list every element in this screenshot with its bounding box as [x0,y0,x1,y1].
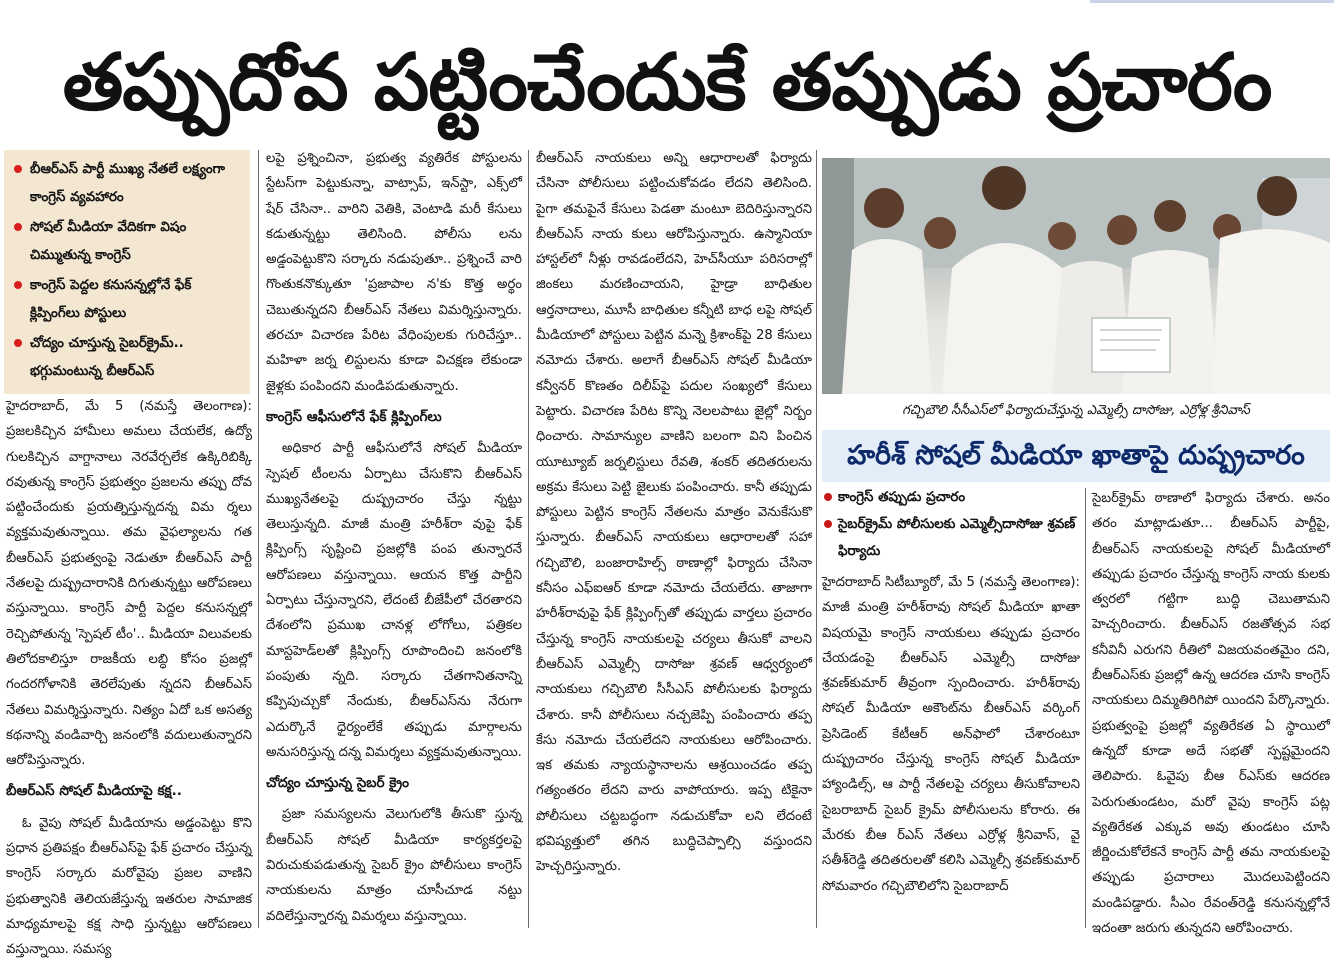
news-photo [822,158,1330,394]
highlight-item: బీఆర్‌ఎస్ పార్టీ ముఖ్య నేతలే లక్ష్యంగా కాంగ్రెస్ వ్యవహారం [12,156,244,212]
body-paragraph: సైబర్‌క్రైమ్ ఠాణాలో ఫిర్యాదు చేశారు. అనం తరం మాట్లాడుతూ... బీఆర్‌ఎస్ పార్టీపై, బీఆర్‌ఎస్ నాయకులపై సోషల్ మీడియాలో తప్పుడు ప్రచారం చేస్తున్న కాంగ్రెస్ నాయ కులకు త్వరలో గట్టిగా బుద్ధి చెబుతామని హెచ్చరించారు. బీఆర్‌ఎస్ రజతోత్సవ సభ కనీవినీ ఎరుగని రీతిలో విజయవంతమైం దని, బీఆర్‌ఎస్‌కు ప్రజల్లో ఉన్న ఆదరణ చూసి కాంగ్రెస్ నాయకులు దిమ్మతిరిగిపో యిందని పేర్కొన్నారు. ప్రభుత్వంపై ప్రజల్లో వ్యతిరేకత ఏ స్థాయిలో ఉన్నదో కూడా అదే సభతో స్పష్టమైందని తెలిపారు. ఓవైపు బీఆ ర్‌ఎస్‌కు ఆదరణ పెరుగుతుండటం, మరో వైపు కాంగ్రెస్ పట్ల వ్యతిరేకత ఎక్కువ అవు తుండటం చూసి జీర్ణించుకోలేకనే కాంగ్రెస్ పార్టీ తమ నాయకులపై తప్పుడు ప్రచారాలు మొదలుపెట్టిందని మండిపడ్డారు. సీఎం రేవంత్‌రెడ్డి కనుసన్నల్లోనే ఇదంతా జరుగు తున్నదని ఆరోపించారు. [1092,491,1330,937]
side-story-column-2 [1092,486,1330,937]
column-divider [1085,488,1086,928]
body-paragraph: ప్రజా సమస్యలను వెలుగులోకి తీసుకొ స్తున్న బీఆర్‌ఎస్ సోషల్ మీడియా కార్యకర్తలపై విరుచుకుపడుతున్న సైబర్ క్రైం పోలీసులు కాంగ్రెస్ నాయకులను మాత్రం చూసీచూడ నట్టు వదిలేస్తున్నారన్న విమర్శలు వస్తున్నాయి. [266,807,522,924]
side-story-headline: హరీశ్ సోషల్ మీడియా ఖాతాపై దుష్ప్రచారం [822,430,1330,482]
subheading: చోద్యం చూస్తున్న సైబర్ క్రైం [266,775,409,792]
subheading: కాంగ్రెస్ ఆఫీసులోనే ఫేక్ క్లిప్పింగ్‌లు [266,408,442,425]
highlight-item: చోద్యం చూస్తున్న సైబర్‌క్రైమ్.. భగ్గుమంటున్న బీఆర్‌ఎస్ [12,330,244,386]
body-paragraph: బీఆర్‌ఎస్ నాయకులు అన్ని ఆధారాలతో ఫిర్యాదు చేసినా పోలీసులు పట్టించుకోవడం లేదని తెలిసింది. పైగా తమపైనే కేసులు పెడతా మంటూ బెదిరిస్తున్నారని బీఆర్‌ఎస్ నాయ కులు ఆరోపిస్తున్నారు. ఉస్మానియా హాస్టల్‌లో నీళ్లు రావడంలేదని, హెచ్‌సీయూ పరిసరాల్లో జింకలు మరణించాయని, హైడ్రా బాధితుల ఆర్తనాదాలు, మూసీ బాధితుల కన్నీటి బాధ లపై సోషల్ మీడియాలో పోస్టులు పెట్టిన మన్నె క్రిశాంక్‌పై 28 కేసులు నమోదు చేశారు. అలాగే బీఆర్‌ఎస్ సోషల్ మీడియా కన్వీనర్ కొణతం దిలీప్‌పై పదుల సంఖ్యలో కేసులు పెట్టారు. విచారణ పేరిట కొన్ని నెలలపాటు జైల్లో నిర్బం ధించారు. సామాన్యుల వాణిని బలంగా విని పించిన యూట్యూబ్ జర్నలిస్టులు రేవతి, శంకర్ తదితరులను అక్రమ కేసులు పెట్టి జైలుకు పంపించారు. కానీ తప్పుడు పోస్టులు పెట్టిన కాంగ్రెస్ నేతలను మాత్రం వెనుకేసుకొ స్తున్నారు. బీఆర్‌ఎస్ నాయకులు ఆధారాలతో సహా గచ్చిబౌలి, బంజారాహిల్స్ ఠాణాల్లో ఫిర్యాదు చేసినా కనీసం ఎఫ్ఐఆర్ కూడా నమోదు చేయలేదు. తాజాగా హరీశ్‌రావుపై ఫేక్ క్లిప్పింగ్స్‌తో తప్పుడు వార్తలు ప్రచారం చేస్తున్న కాంగ్రెస్ నాయకులపై చర్యలు తీసుకో వాలని బీఆర్‌ఎస్ ఎమ్మెల్సీ దాసోజు శ్రవణ్ ఆధ్వర్యంలో నాయకులు గచ్చిబౌలి సీసీఎస్ పోలీసులకు ఫిర్యాదు చేశారు. కానీ పోలీసులు నచ్చజెప్పి పంపించారు తప్ప కేసు నమోదు చేయలేదని నాయకులు ఆరోపించారు. ఇక తమకు న్యాయస్థానాలను ఆశ్రయించడం తప్ప గత్యంతరం లేదని వారు వాపోయారు. ఇప్ప టికైనా పోలీసులు చట్టబద్ధంగా నడుచుకోవా లని లేదంటే భవిష్యత్తులో తగిన బుద్ధిచెప్పాల్సి వస్తుందని హెచ్చరిస్తున్నారు. [536,151,812,875]
page-headline: తప్పుదోవ పట్టించేందుకే తప్పుడు ప్రచారం [62,38,1272,128]
column-divider [816,150,817,928]
subheading: బీఆర్‌ఎస్ సోషల్ మీడియాపై కక్ష.. [6,783,182,800]
side-story-column-1 [822,570,1080,930]
article-column-3 [536,146,812,930]
body-paragraph: ఓ వైపు సోషల్ మీడియాను అడ్డంపెట్టు కొని ప్రధాన ప్రతిపక్షం బీఆర్‌ఎస్‌పై ఫేక్ ప్రచారం చేస్తున్న కాంగ్రెస్ సర్కారు మరోవైపు ప్రజల వాణిని ప్రభుత్వానికి తెలియజేస్తున్న ఇతరుల సామాజిక మాధ్యమాలపై కక్ష సాధి స్తున్నట్టు ఆరోపణలు వస్తున్నాయి. సమస్య [6,815,252,958]
article-column-2 [266,146,522,930]
highlight-item: సోషల్ మీడియా వేదికగా విషం చిమ్ముతున్న కాంగ్రెస్ [12,214,244,270]
column-divider [528,150,529,928]
column-divider [258,150,259,928]
photo-caption: గచ్చిబౌలి సీసీఎస్‌లో ఫిర్యాదుచేస్తున్న ఎమ్మెల్సీ దాసోజు, ఎర్రోళ్ల శ్రీనివాస్ [902,403,1250,418]
highlight-item: కాంగ్రెస్ పెద్దల కనుసన్నల్లోనే ఫేక్ క్లిప్పింగ్‌లు పోస్టులు [12,272,244,328]
dateline-paragraph: హైదరాబాద్, మే 5 (నమస్తే తెలంగాణ): ప్రజలకిచ్చిన హామీలు అమలు చేయలేక, ఉద్యో గులకిచ్చిన వాగ్దానాలు నెరవేర్చలేక ఉక్కిరిబిక్కి రవుతున్న కాంగ్రెస్ ప్రభుత్వం ప్రజలను తప్పు దోవ పట్టించేందుకు ప్రయత్నిస్తున్నదన్న విమ ర్శలు వ్యక్తమవుతున్నాయి. తమ వైఫల్యాలను గత బీఆర్‌ఎస్ ప్రభుత్వంపై నెడుతూ బీఆర్‌ఎస్ పార్టీ నేతలపై దుష్ప్రచారానికి దిగుతున్నట్టు ఆరోపణలు వస్తున్నాయి. కాంగ్రెస్ పార్టీ పెద్దల కనుసన్నల్లో రెచ్చిపోతున్న 'స్పెషల్ టీం'.. మీడియా విలువలకు తిలోదకాలిస్తూ రాజకీయ లబ్ధి కోసం ప్రజల్లో గందరగోళానికి తెరలేపుతు న్నదని బీఆర్‌ఎస్ నేతలు విమర్శిస్తున్నారు. నిత్యం ఏదో ఒక అసత్య కథనాన్ని వండివార్చి జనంలోకి వదులుతున్నారని ఆరోపిస్తున్నారు. [6,399,252,769]
body-paragraph: అధికార పార్టీ ఆఫీసులోనే సోషల్ మీడియా స్పెషల్ టీంలను ఏర్పాటు చేసుకొని బీఆర్‌ఎస్ ముఖ్యనేతలపై దుష్ప్రచారం చేస్తు న్నట్టు తెలుస్తున్నది. మాజీ మంత్రి హరీశ్‌రా వుపై ఫేక్ క్లిప్పింగ్స్ సృష్టించి ప్రజల్లోకి పంప తున్నారనే ఆరోపణలు వస్తున్నాయి. ఆయన కొత్త పార్టీని ఏర్పాటు చేస్తున్నారని, లేదంటే బీజేపీలో చేరతారని దేశంలోని ప్రముఖ చానళ్ల లోగోలు, పత్రికల మాస్టహెడ్‌లతో క్లిప్పింగ్స్ రూపొందించి జనంలోకి పంపుతు న్నది. సర్కారు చేతగానితనాన్ని కప్పిపుచ్చుకో నేందుకు, బీఆర్‌ఎస్‌ను నేరుగా ఎదుర్కొనే ధైర్యంలేకే తప్పుడు మార్గాలను అనుసరిస్తున్న దన్న విమర్శలు వ్యక్తమవుతున్నాయి. [266,441,522,760]
dateline-paragraph: హైదరాబాద్ సిటీబ్యూరో, మే 5 (నమస్తే తెలంగాణ): మాజీ మంత్రి హరీశ్‌రావు సోషల్ మీడియా ఖాతా విషయమై కాంగ్రెస్ నాయకులు తప్పుడు ప్రచారం చేయడంపై బీఆర్‌ఎస్ ఎమ్మెల్సీ దాసోజు శ్రవణ్‌కుమార్ తీవ్రంగా స్పందించారు. హరీశ్‌రావు సోషల్ మీడియా అకౌంట్‌ను బీఆర్‌ఎస్ వర్కింగ్ ప్రెసిడెంట్ కేటీఆర్ అన్‌ఫాలో చేశారంటూ దుష్ప్రచారం చేస్తున్న కాంగ్రెస్ సోషల్ మీడియా హ్యాండిల్స్, ఆ పార్టీ నేతలపై చర్యలు తీసుకోవాలని సైబరాబాద్ సైబర్ క్రైమ్ పోలీసులను కోరారు. ఈ మేరకు బీఆ ర్‌ఎస్ నేతలు ఎర్రోళ్ల శ్రీనివాస్, వై సతీశ్‌రెడ్డి తదితరులతో కలిసి ఎమ్మెల్సీ శ్రవణ్‌కుమార్ సోమవారం గచ్చిబౌలిలోని సైబరాబాద్ [822,575,1080,894]
top-accent-line [1090,0,1334,3]
article-column-1 [6,394,252,958]
side-story-bullets [822,484,1092,565]
body-paragraph: లపై ప్రశ్నించినా, ప్రభుత్వ వ్యతిరేక పోస్టులను స్టేటస్‌గా పెట్టుకున్నా, వాట్సాప్, ఇన్‌స్టా, ఎక్స్‌లో షేర్ చేసినా.. వారిని వెతికి, వెంటాడి మరీ కేసులు కడుతున్నట్టు తెలిసింది. పోలీసు లను అడ్డంపెట్టుకొని సర్కారు నడుపుతూ.. ప్రశ్నించే వారి గొంతుకనొక్కుతూ 'ప్రజాపాల న'కు కొత్త అర్థం చెబుతున్నదని బీఆర్‌ఎస్ నేతలు విమర్శిస్తున్నారు. తరచూ విచారణ పేరిట వేధింపులకు గురిచేస్తూ.. మహిళా జర్న లిస్టులను కూడా విచక్షణ లేకుండా జైళ్లకు పంపిందని మండిపడుతున్నారు. [266,151,522,394]
side-bullet: కాంగ్రెస్ తప్పుడు ప్రచారం [822,484,1092,511]
highlights-box [4,150,250,394]
side-bullet: సైబర్‌క్రైమ్ పోలీసులకు ఎమ్మెల్సీదాసోజు శ్రవణ్ ఫిర్యాదు [822,511,1092,565]
